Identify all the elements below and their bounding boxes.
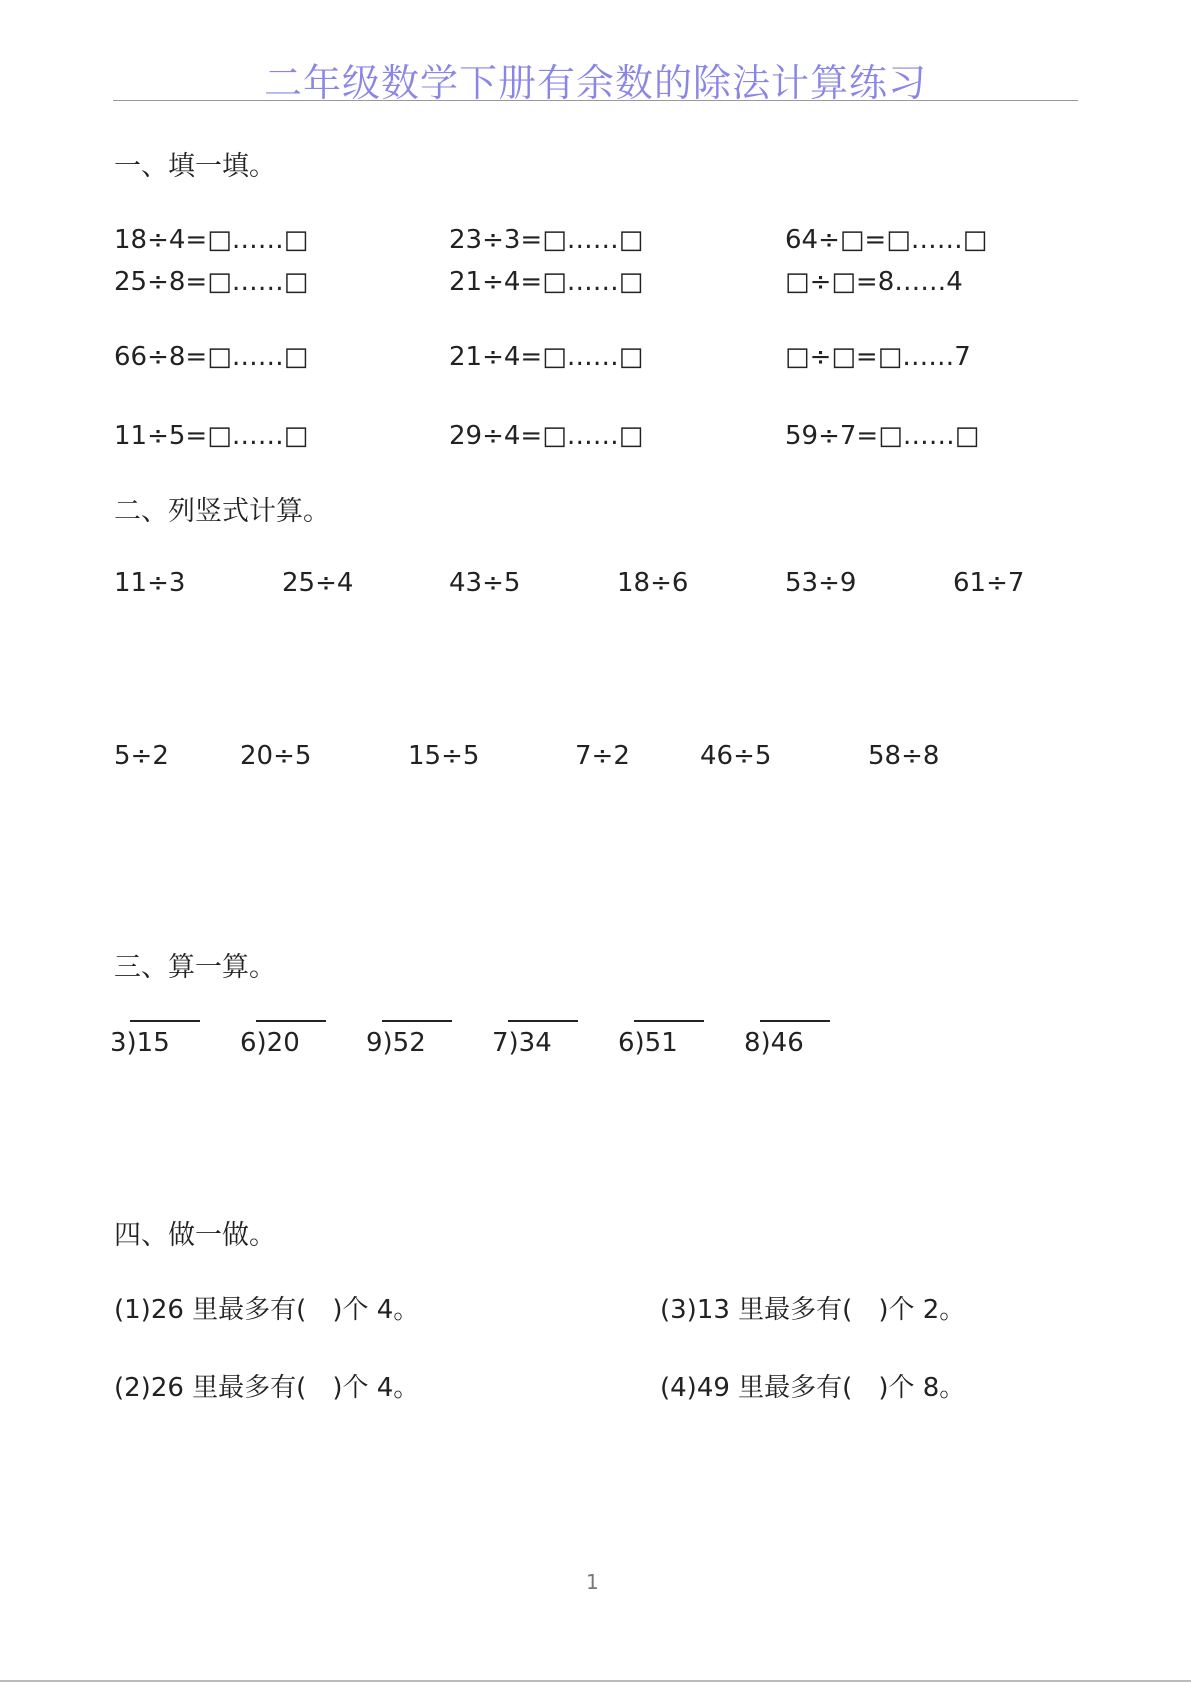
title-divider (113, 100, 1078, 101)
page-title: 二年级数学下册有余数的除法计算练习 (263, 61, 927, 105)
fill-item: 29÷4=□……□ (449, 421, 644, 451)
word-item: (2)26 里最多有( )个 4。 (114, 1373, 420, 1403)
division-bar (382, 1020, 452, 1022)
section-3-heading: 三、算一算。 (114, 952, 276, 983)
fill-item: 21÷4=□……□ (449, 342, 644, 372)
page-bottom-edge (0, 1680, 1191, 1682)
long-division-item: 9)52 (366, 1028, 426, 1058)
word-item: (3)13 里最多有( )个 2。 (660, 1295, 966, 1325)
long-division-item: 6)51 (618, 1028, 678, 1058)
vertical-calc-item: 25÷4 (282, 568, 354, 598)
vertical-calc-item: 58÷8 (868, 741, 940, 771)
long-division-item: 7)34 (492, 1028, 552, 1058)
fill-item: 59÷7=□……□ (785, 421, 980, 451)
division-bar (760, 1020, 830, 1022)
vertical-calc-item: 15÷5 (408, 741, 480, 771)
fill-item: 25÷8=□……□ (114, 267, 309, 297)
page-number: 1 (586, 1570, 599, 1594)
word-item: (4)49 里最多有( )个 8。 (660, 1373, 966, 1403)
section-4-heading: 四、做一做。 (114, 1220, 276, 1251)
vertical-calc-item: 46÷5 (700, 741, 772, 771)
long-division-item: 8)46 (744, 1028, 804, 1058)
section-2-heading: 二、列竖式计算。 (114, 496, 330, 527)
fill-item: 11÷5=□……□ (114, 421, 309, 451)
fill-item: 18÷4=□……□ (114, 225, 309, 255)
division-bar (508, 1020, 578, 1022)
division-bar (130, 1020, 200, 1022)
vertical-calc-item: 7÷2 (575, 741, 630, 771)
word-item: (1)26 里最多有( )个 4。 (114, 1295, 420, 1325)
fill-item: 66÷8=□……□ (114, 342, 309, 372)
fill-item: □÷□=8……4 (785, 267, 963, 297)
section-1-heading: 一、填一填。 (114, 151, 276, 182)
division-bar (256, 1020, 326, 1022)
vertical-calc-item: 18÷6 (617, 568, 689, 598)
fill-item: 64÷□=□……□ (785, 225, 988, 255)
long-division-item: 3)15 (110, 1028, 170, 1058)
vertical-calc-item: 61÷7 (953, 568, 1025, 598)
vertical-calc-item: 43÷5 (449, 568, 521, 598)
vertical-calc-item: 5÷2 (114, 741, 169, 771)
fill-item: 21÷4=□……□ (449, 267, 644, 297)
vertical-calc-item: 53÷9 (785, 568, 857, 598)
division-bar (634, 1020, 704, 1022)
fill-item: □÷□=□……7 (785, 342, 971, 372)
fill-item: 23÷3=□……□ (449, 225, 644, 255)
vertical-calc-item: 20÷5 (240, 741, 312, 771)
long-division-item: 6)20 (240, 1028, 300, 1058)
vertical-calc-item: 11÷3 (114, 568, 186, 598)
